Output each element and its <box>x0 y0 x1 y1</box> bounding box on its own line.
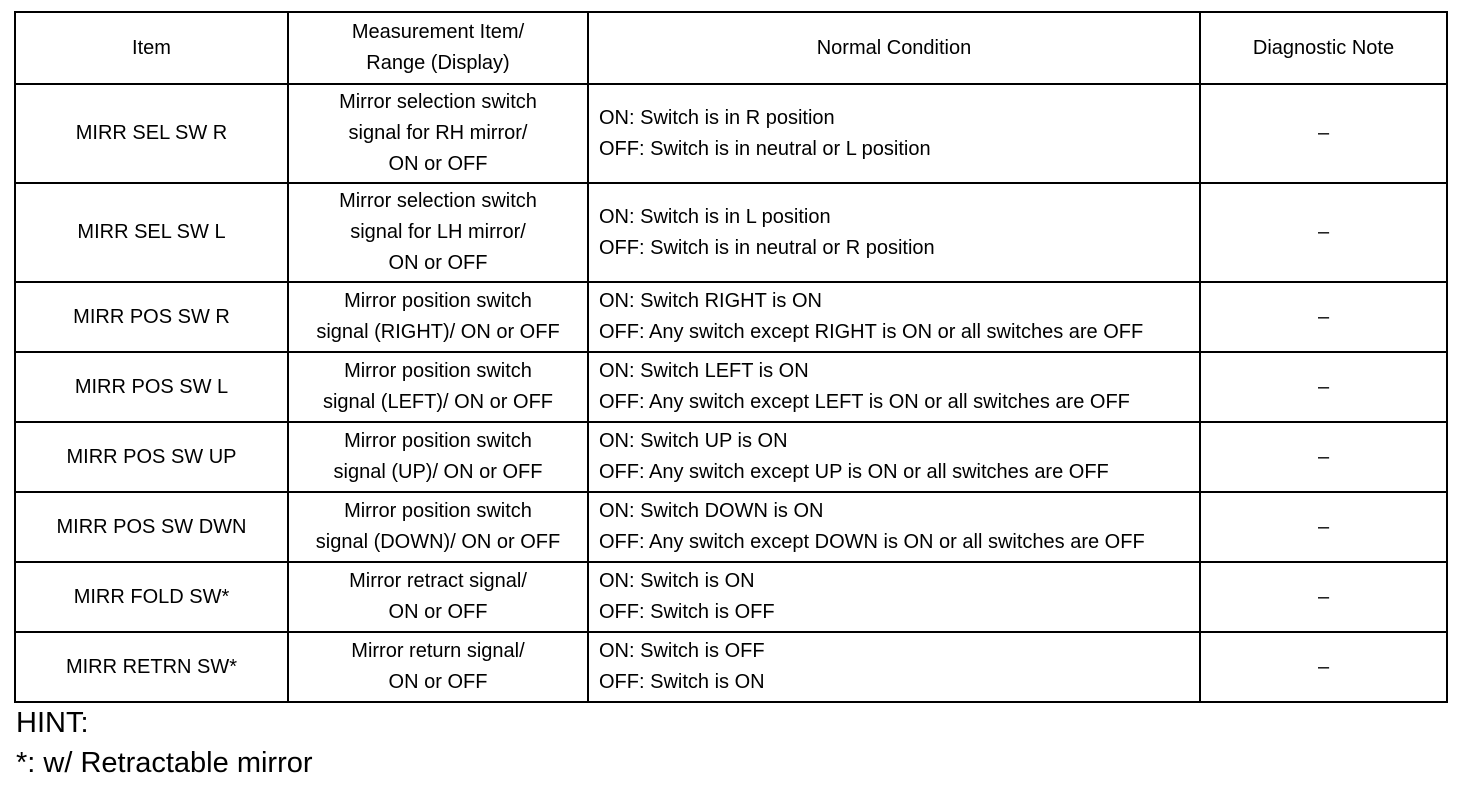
note-cell: – <box>1200 562 1447 632</box>
measurement-line: signal (LEFT)/ ON or OFF <box>322 391 554 413</box>
table-row <box>15 562 1447 632</box>
condition-line: ON: Switch DOWN is ON <box>599 500 824 522</box>
condition-cell <box>588 562 1200 632</box>
note-cell: – <box>1200 282 1447 352</box>
condition-line: ON: Switch is in L position <box>599 205 831 228</box>
condition-line: ON: Switch LEFT is ON <box>599 360 809 382</box>
measurement-line: ON or OFF <box>388 252 488 274</box>
item-cell: MIRR POS SW UP <box>15 422 288 492</box>
condition-cell <box>588 632 1200 702</box>
condition-cell <box>588 183 1200 282</box>
measurement-line: ON or OFF <box>388 153 488 175</box>
note-cell: – <box>1200 84 1447 183</box>
measurement-line: signal for RH mirror/ <box>348 122 528 144</box>
measurement-line: ON or OFF <box>388 601 488 623</box>
hint-block <box>16 703 313 783</box>
item-cell: MIRR POS SW DWN <box>15 492 288 562</box>
item-cell: MIRR SEL SW R <box>15 84 288 183</box>
condition-line: ON: Switch is ON <box>599 570 755 592</box>
header-item: Item <box>15 12 288 84</box>
item-cell: MIRR RETRN SW* <box>15 632 288 702</box>
data-table <box>14 11 1448 703</box>
table-row <box>15 84 1447 183</box>
table-row <box>15 632 1447 702</box>
condition-line: ON: Switch RIGHT is ON <box>599 290 822 312</box>
measurement-cell <box>288 352 588 422</box>
measurement-line: Mirror position switch <box>344 430 532 452</box>
condition-cell <box>588 352 1200 422</box>
measurement-line: Mirror selection switch <box>339 91 537 113</box>
measurement-line: signal (RIGHT)/ ON or OFF <box>316 321 560 343</box>
measurement-line: Mirror retract signal/ <box>349 570 527 592</box>
condition-line: OFF: Switch is OFF <box>599 601 775 623</box>
measurement-line: Mirror return signal/ <box>351 640 525 662</box>
measurement-cell <box>288 282 588 352</box>
measurement-line: Mirror selection switch <box>339 190 537 212</box>
measurement-cell <box>288 632 588 702</box>
condition-cell <box>588 422 1200 492</box>
note-cell: – <box>1200 183 1447 282</box>
measurement-line: signal (DOWN)/ ON or OFF <box>315 531 561 553</box>
note-cell: – <box>1200 492 1447 562</box>
condition-line: OFF: Any switch except DOWN is ON or all switches are OFF <box>599 531 1145 553</box>
measurement-line: ON or OFF <box>388 671 488 693</box>
condition-line: OFF: Switch is in neutral or R position <box>599 236 935 259</box>
header-row <box>15 12 1447 84</box>
condition-line: OFF: Switch is ON <box>599 671 765 693</box>
measurement-line: signal (UP)/ ON or OFF <box>333 461 543 483</box>
table-row <box>15 282 1447 352</box>
condition-line: OFF: Switch is in neutral or L position <box>599 137 931 160</box>
item-cell: MIRR POS SW L <box>15 352 288 422</box>
measurement-line: Mirror position switch <box>344 290 532 312</box>
item-cell: MIRR SEL SW L <box>15 183 288 282</box>
condition-line: ON: Switch UP is ON <box>599 430 788 452</box>
hint-footnote: *: w/ Retractable mirror <box>16 747 313 779</box>
header-diagnostic-note: Diagnostic Note <box>1200 12 1447 84</box>
table-row <box>15 352 1447 422</box>
table-row <box>15 422 1447 492</box>
header-measurement-line: Range (Display) <box>366 52 510 74</box>
header-measurement <box>288 12 588 84</box>
condition-cell <box>588 84 1200 183</box>
condition-cell <box>588 282 1200 352</box>
measurement-cell <box>288 562 588 632</box>
table-row <box>15 492 1447 562</box>
measurement-cell <box>288 422 588 492</box>
measurement-line: signal for LH mirror/ <box>350 221 526 243</box>
header-measurement-line: Measurement Item/ <box>351 21 525 43</box>
measurement-cell <box>288 183 588 282</box>
condition-line: ON: Switch is in R position <box>599 106 835 129</box>
condition-cell <box>588 492 1200 562</box>
hint-title: HINT: <box>16 707 89 739</box>
item-cell: MIRR POS SW R <box>15 282 288 352</box>
table-row <box>15 183 1447 282</box>
measurement-cell <box>288 492 588 562</box>
note-cell: – <box>1200 352 1447 422</box>
item-cell: MIRR FOLD SW* <box>15 562 288 632</box>
measurement-line: Mirror position switch <box>344 360 532 382</box>
measurement-line: Mirror position switch <box>344 500 532 522</box>
condition-line: ON: Switch is OFF <box>599 640 765 662</box>
condition-line: OFF: Any switch except LEFT is ON or all switches are OFF <box>599 391 1130 413</box>
note-cell: – <box>1200 632 1447 702</box>
note-cell: – <box>1200 422 1447 492</box>
condition-line: OFF: Any switch except RIGHT is ON or all switches are OFF <box>599 321 1144 343</box>
header-normal-condition: Normal Condition <box>588 12 1200 84</box>
condition-line: OFF: Any switch except UP is ON or all switches are OFF <box>599 461 1109 483</box>
measurement-cell <box>288 84 588 183</box>
